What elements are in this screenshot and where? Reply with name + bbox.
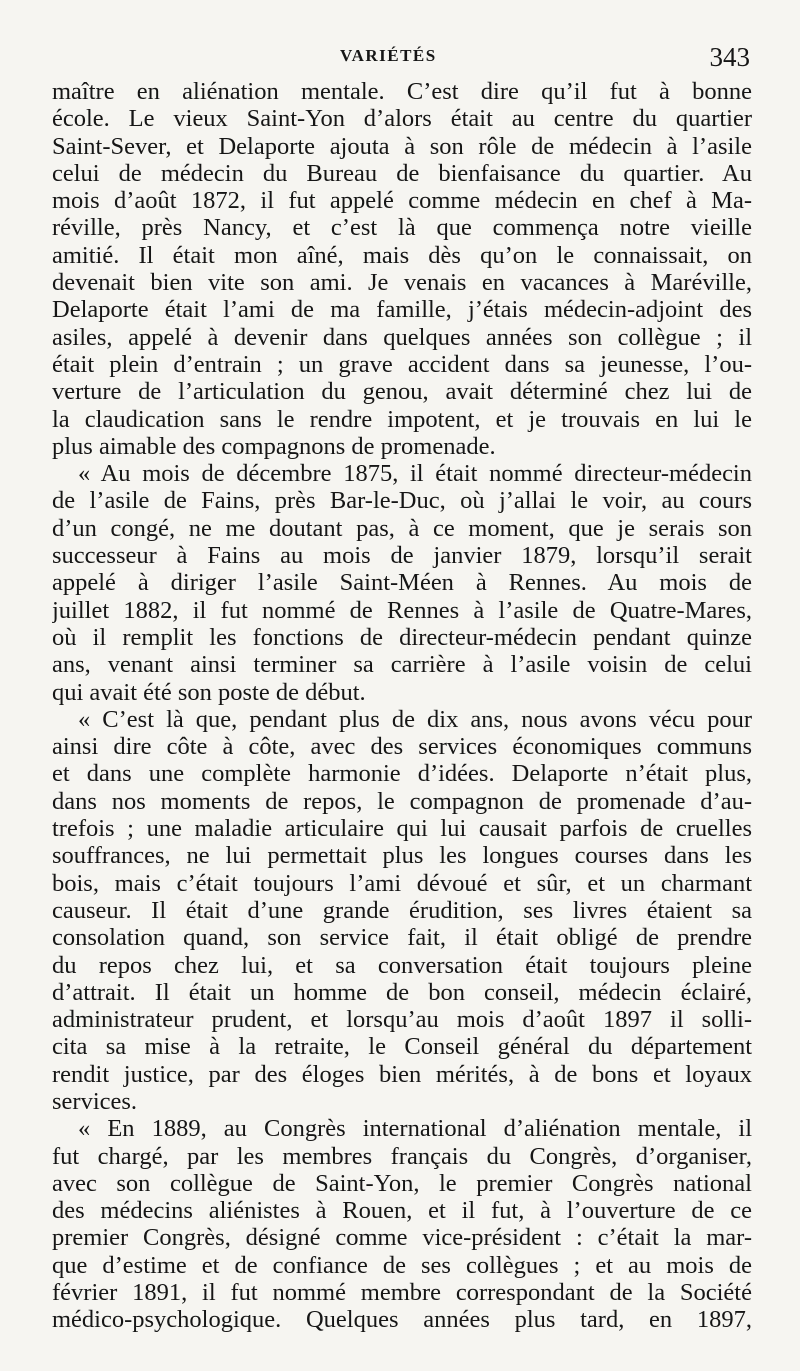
text-line: avec son collègue de Saint-Yon, le premier Congrès national — [52, 1169, 752, 1197]
text-line: et dans une complète harmonie d’idées. Delaporte n’était plus, — [52, 760, 752, 788]
paragraph-start-line: « Au mois de décembre 1875, il était nommé directeur-médecin — [78, 460, 752, 488]
running-head: VARIÉTÉS — [340, 46, 437, 65]
text-line: d’un congé, ne me doutant pas, à ce moment, que je serais son — [52, 514, 752, 542]
text-line: juillet 1882, il fut nommé de Rennes à l’asile de Quatre-Mares, — [52, 596, 752, 624]
text-line: fut chargé, par les membres français du Congrès, d’organiser, — [52, 1142, 752, 1170]
text-line: causeur. Il était d’une grande érudition, ses livres étaient sa — [52, 896, 752, 924]
text-line: que d’estime et de confiance de ses collègues ; et au mois de — [52, 1251, 752, 1279]
text-line: administrateur prudent, et lorsqu’au mois d’août 1897 il solli- — [52, 1006, 752, 1034]
text-line: ainsi dire côte à côte, avec des services économiques communs — [52, 733, 752, 761]
paragraph-end-line: qui avait été son poste de début. — [52, 678, 366, 706]
text-line: du repos chez lui, et sa conversation était toujours pleine — [52, 951, 752, 979]
text-line: appelé à diriger l’asile Saint-Méen à Rennes. Au mois de — [52, 569, 752, 597]
text-line: souffrances, ne lui permettait plus les longues courses dans les — [52, 842, 752, 870]
text-line: bois, mais c’était toujours l’ami dévoué et sûr, et un charmant — [52, 869, 752, 897]
text-line: ans, venant ainsi terminer sa carrière à l’asile voisin de celui — [52, 651, 752, 679]
paragraph-start-line: « C’est là que, pendant plus de dix ans, nous avons vécu pour — [78, 705, 752, 733]
text-line: médico-psychologique. Quelques années plus tard, en 1897, — [52, 1306, 752, 1334]
text-line: maître en aliénation mentale. C’est dire qu’il fut à bonne — [52, 78, 752, 105]
text-line: premier Congrès, désigné comme vice-président : c’était la mar- — [52, 1224, 752, 1252]
paragraph-end-line: plus aimable des compagnons de promenade. — [52, 432, 496, 460]
text-line: était plein d’entrain ; un grave accident dans sa jeunesse, l’ou- — [52, 350, 752, 378]
paragraph-start-line: « En 1889, au Congrès international d’aliénation mentale, il — [78, 1115, 752, 1143]
text-line: réville, près Nancy, et c’est là que commença notre vieille — [52, 214, 752, 242]
text-line: trefois ; une maladie articulaire qui lui causait parfois de cruelles — [52, 815, 752, 843]
text-line: dans nos moments de repos, le compagnon de promenade d’au- — [52, 787, 752, 815]
text-line: Delaporte était l’ami de ma famille, j’étais médecin-adjoint des — [52, 296, 752, 324]
text-line: successeur à Fains au mois de janvier 1879, lorsqu’il serait — [52, 542, 752, 570]
page-number: 343 — [709, 42, 750, 72]
text-line: mois d’août 1872, il fut appelé comme médecin en chef à Ma- — [52, 187, 752, 215]
text-line: devenait bien vite son ami. Je venais en vacances à Maréville, — [52, 269, 752, 297]
text-line: asiles, appelé à devenir dans quelques années son collègue ; il — [52, 323, 752, 351]
paragraph-end-line: services. — [52, 1087, 138, 1115]
text-line: école. Le vieux Saint-Yon d’alors était au centre du quartier — [52, 105, 752, 133]
text-line: février 1891, il fut nommé membre correspondant de la Société — [52, 1279, 752, 1307]
page-header — [0, 44, 800, 74]
text-line: des médecins aliénistes à Rouen, et il fut, à l’ouverture de ce — [52, 1197, 752, 1225]
text-line: où il remplit les fonctions de directeur-médecin pendant quinze — [52, 623, 752, 651]
body-text — [52, 78, 752, 1334]
text-line: rendit justice, par des éloges bien mérités, à de bons et loyaux — [52, 1060, 752, 1088]
text-line: Saint-Sever, et Delaporte ajouta à son rôle de médecin à l’asile — [52, 132, 752, 160]
text-line: la claudication sans le rendre impotent, et je trouvais en lui le — [52, 405, 752, 433]
text-line: cita sa mise à la retraite, le Conseil général du département — [52, 1033, 752, 1061]
text-line: d’attrait. Il était un homme de bon conseil, médecin éclairé, — [52, 978, 752, 1006]
text-line: verture de l’articulation du genou, avait déterminé chez lui de — [52, 378, 752, 406]
text-line: celui de médecin du Bureau de bienfaisance du quartier. Au — [52, 159, 752, 187]
text-line: consolation quand, son service fait, il était obligé de prendre — [52, 924, 752, 952]
text-line: amitié. Il était mon aîné, mais dès qu’on le connaissait, on — [52, 241, 752, 269]
text-line: de l’asile de Fains, près Bar-le-Duc, où j’allai le voir, au cours — [52, 487, 752, 515]
